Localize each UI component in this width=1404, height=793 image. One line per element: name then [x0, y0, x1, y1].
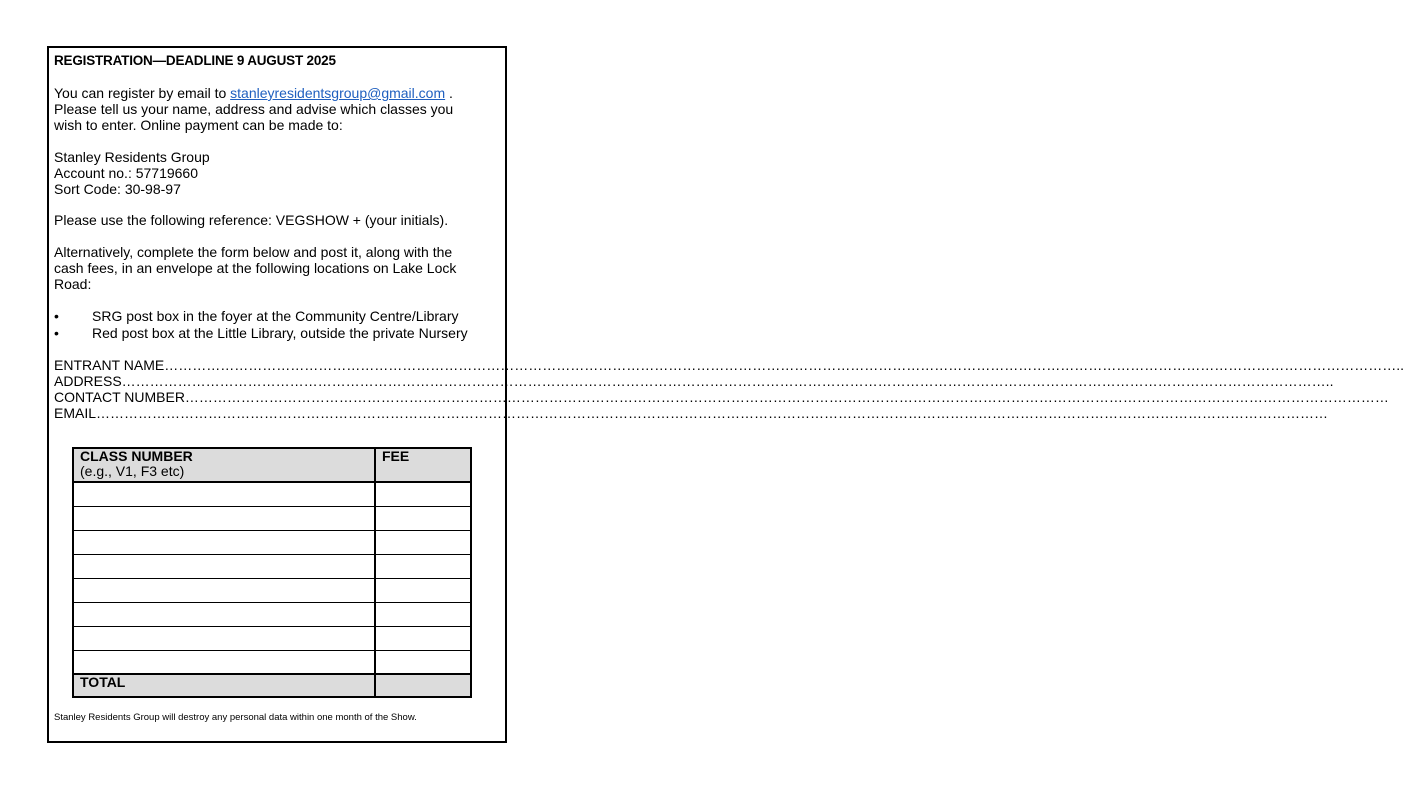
intro-prefix: You can register by email to [54, 85, 231, 101]
class-fee-table [72, 447, 472, 698]
intro-line-1 [54, 85, 453, 101]
table-row [73, 506, 471, 530]
total-label: TOTAL [80, 674, 126, 690]
fee-header [375, 448, 471, 482]
class-number-cell[interactable] [73, 650, 375, 674]
contact-number-field[interactable]: CONTACT NUMBER…………………………………………………………………………………………………………………………………………………………………………………………………………………………………… [54, 389, 1389, 405]
table-row [73, 482, 471, 506]
fee-cell[interactable] [375, 650, 471, 674]
fee-cell[interactable] [375, 578, 471, 602]
fee-cell[interactable] [375, 554, 471, 578]
total-label-cell [73, 674, 375, 697]
table-header-row [73, 448, 471, 482]
alternative-line-3: Road: [54, 276, 92, 292]
class-number-header [73, 448, 375, 482]
address-field[interactable]: ADDRESS…………………………………………………………………………………………………………………………………………………………………………………………………………………………………….. [54, 373, 1334, 389]
intro-line-3: wish to enter. Online payment can be made to: [54, 117, 343, 133]
total-row [73, 674, 471, 697]
total-fee-cell[interactable] [375, 674, 471, 697]
class-number-hint: (e.g., V1, F3 etc) [80, 463, 185, 479]
table-row [73, 602, 471, 626]
bullet-item: SRG post box in the foyer at the Community Centre/Library [92, 308, 459, 324]
alternative-line-2: cash fees, in an envelope at the following locations on Lake Lock [54, 260, 457, 276]
form-heading: REGISTRATION—DEADLINE 9 AUGUST 2025 [54, 53, 336, 68]
table-row [73, 626, 471, 650]
intro-suffix: . [445, 85, 453, 101]
privacy-notice: Stanley Residents Group will destroy any personal data within one month of the Show. [54, 712, 417, 723]
bullet-icon: • [54, 325, 59, 341]
class-number-label: CLASS NUMBER [80, 448, 193, 464]
fee-label: FEE [382, 448, 410, 464]
class-number-cell[interactable] [73, 530, 375, 554]
class-number-cell[interactable] [73, 506, 375, 530]
fee-cell[interactable] [375, 506, 471, 530]
fee-cell[interactable] [375, 482, 471, 506]
entrant-name-field[interactable]: ENTRANT NAME………………………………………………………………………………………………………………………………………………………………………………………………………………………………………….. [54, 357, 1404, 373]
intro-line-2: Please tell us your name, address and advise which classes you [54, 101, 454, 117]
reference-line: Please use the following reference: VEGSHOW + (your initials). [54, 212, 449, 228]
fee-cell[interactable] [375, 602, 471, 626]
class-number-cell[interactable] [73, 554, 375, 578]
bullet-item: Red post box at the Little Library, outside the private Nursery [92, 325, 468, 341]
email-field[interactable]: EMAIL………………………………………………………………………………………………………………………………………………………………………………………………………………………………………… [54, 405, 1329, 421]
bank-name: Stanley Residents Group [54, 149, 210, 165]
table-row [73, 530, 471, 554]
class-number-cell[interactable] [73, 578, 375, 602]
alternative-line-1: Alternatively, complete the form below and post it, along with the [54, 244, 453, 260]
fee-cell[interactable] [375, 530, 471, 554]
class-number-cell[interactable] [73, 482, 375, 506]
class-number-cell[interactable] [73, 602, 375, 626]
table-row [73, 554, 471, 578]
fee-cell[interactable] [375, 626, 471, 650]
email-link[interactable]: stanleyresidentsgroup@gmail.com [230, 85, 446, 101]
table-row [73, 650, 471, 674]
table-row [73, 578, 471, 602]
bank-sort-code: Sort Code: 30-98-97 [54, 181, 181, 197]
bullet-icon: • [54, 308, 59, 324]
class-number-cell[interactable] [73, 626, 375, 650]
bank-account: Account no.: 57719660 [54, 165, 199, 181]
